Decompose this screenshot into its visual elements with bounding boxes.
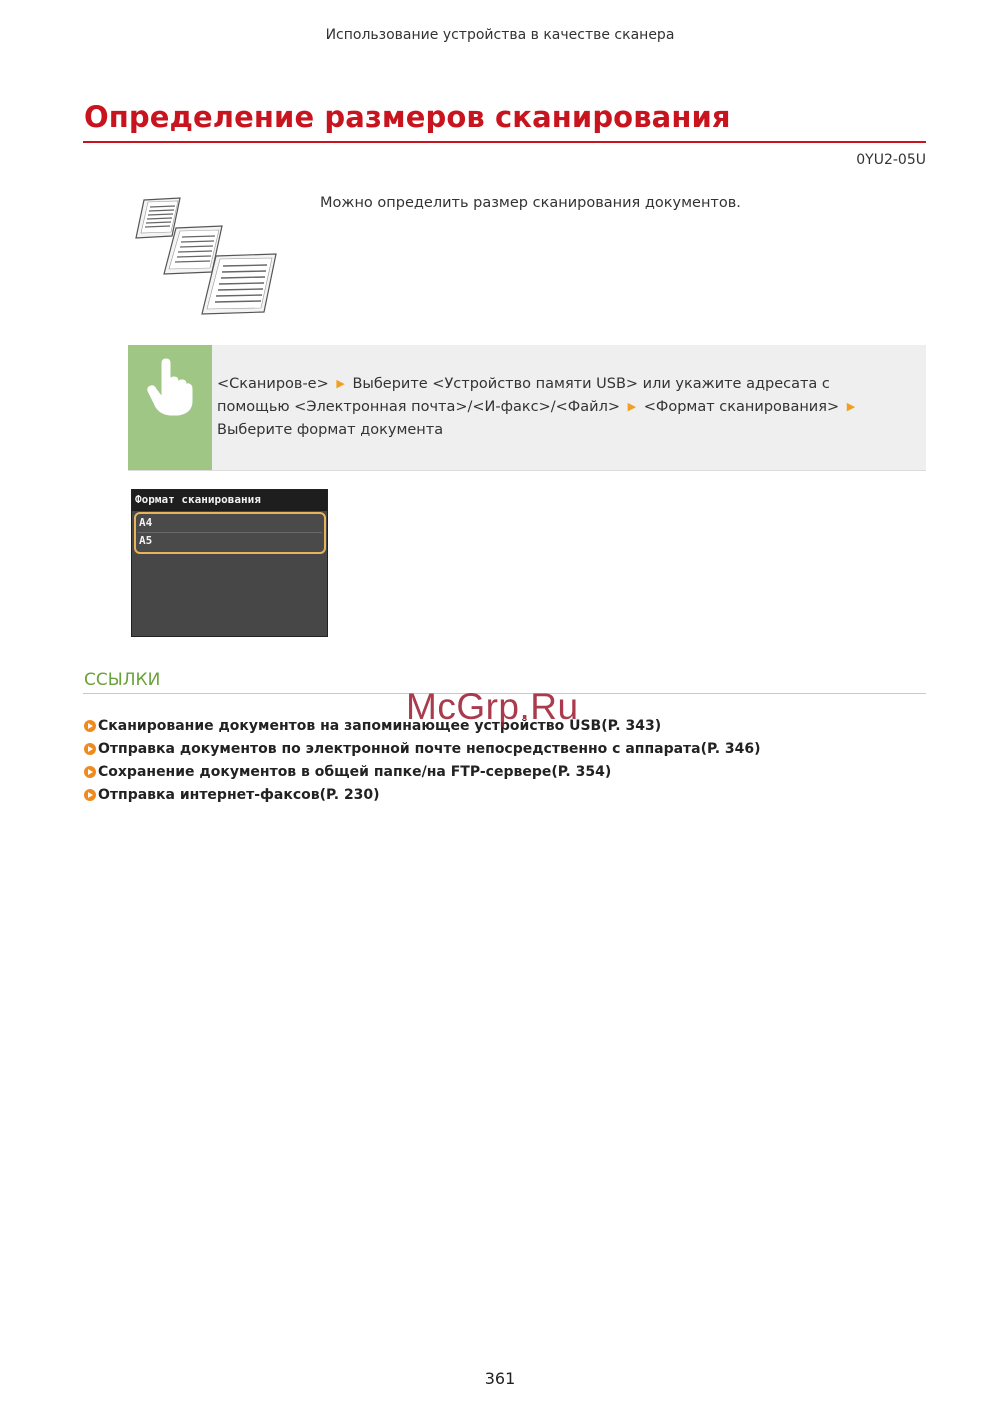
small-document-icon [136,198,180,238]
step-scan: <Сканиров-е> [217,376,329,392]
link-text[interactable]: Сканирование документов на запоминающее устройство USB(P. 343) [98,717,662,734]
touch-hand-panel [128,345,212,470]
page-title: Определение размеров сканирования [84,100,731,134]
link-text[interactable]: Отправка интернет-факсов(P. 230) [98,786,380,803]
watermark: McGrp.Ru [406,686,579,727]
link-arrow-icon [84,789,96,801]
step-select-size: Выберите формат документа [217,422,444,438]
links-heading: ССЫЛКИ [84,670,161,690]
documents-sizes-illustration [132,192,282,322]
document-code: 0YU2-05U [856,152,926,168]
link-arrow-icon [84,743,96,755]
link-arrow-icon [84,766,96,778]
link-arrow-icon [84,720,96,732]
procedure-box [128,345,926,471]
lcd-size-list [134,512,326,554]
lcd-divider [138,532,322,533]
link-item[interactable] [84,737,761,760]
step-arrow-icon: ▶ [336,377,345,390]
lcd-title: Формат сканирования [135,493,261,506]
link-text[interactable]: Отправка документов по электронной почте непосредственно с аппарата(P. 346) [98,740,761,757]
lcd-header [132,490,327,511]
intro-text: Можно определить размер сканирования документов. [320,195,741,211]
lcd-option-a5[interactable]: A5 [139,534,153,547]
page-number: 361 [484,1369,516,1388]
step-arrow-icon: ▶ [846,400,856,413]
step-arrow-icon: ▶ [627,400,637,413]
lcd-screen [131,489,328,637]
link-text[interactable]: Сохранение документов в общей папке/на FTP-сервере(P. 354) [98,763,612,780]
step-scan-size: <Формат сканирования> [643,399,840,415]
running-header: Использование устройства в качестве сканера [325,27,675,43]
link-item[interactable] [84,783,761,806]
title-divider [83,141,926,143]
step-select-destination: Выберите <Устройство памяти USB> или укажите адресата с помощью <Электронная почта>/<И-факс>/<Файл> [217,376,830,415]
procedure-steps [217,373,907,442]
touch-hand-icon [146,357,194,417]
link-item[interactable] [84,760,761,783]
lcd-option-a4[interactable]: A4 [139,516,153,529]
